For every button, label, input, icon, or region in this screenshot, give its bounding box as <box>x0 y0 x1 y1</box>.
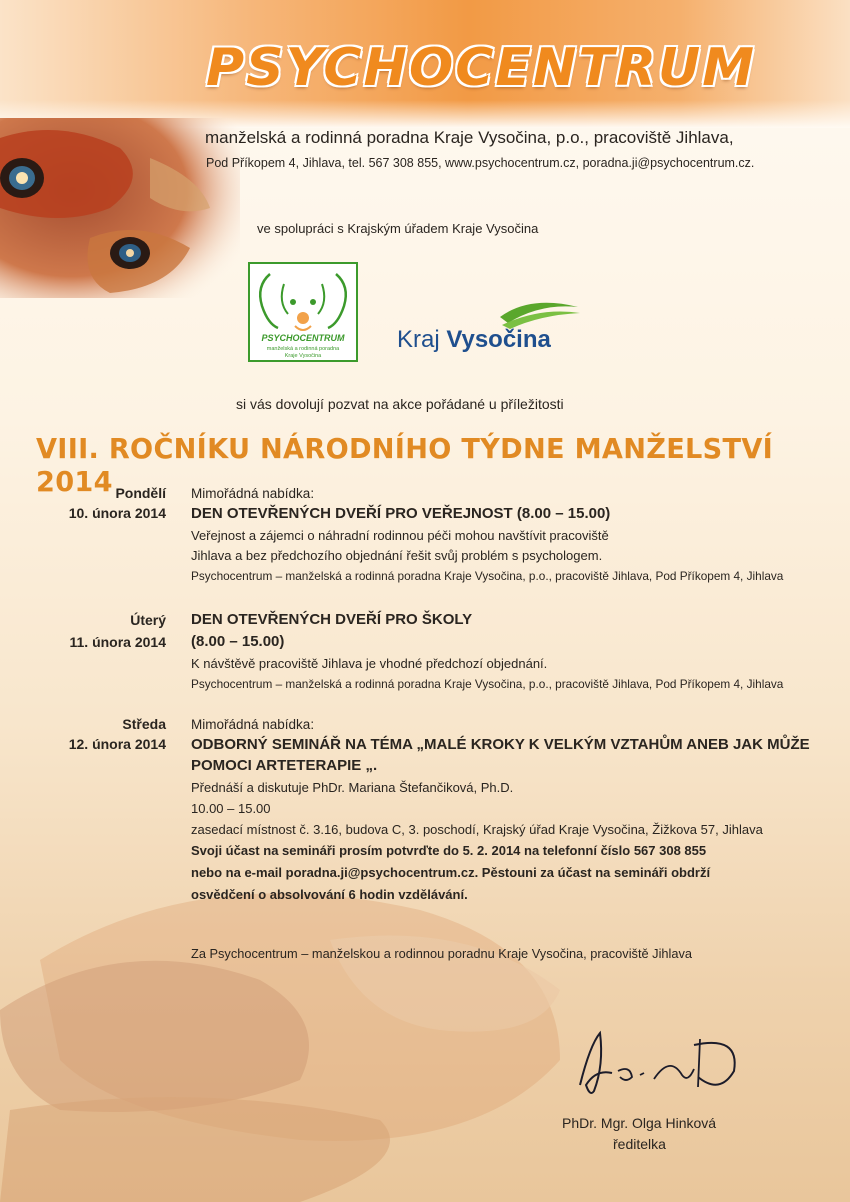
cooperation-text: ve spolupráci s Krajským úřadem Kraje Vysočina <box>257 221 539 236</box>
brand-title: PSYCHOCENTRUM <box>206 38 756 98</box>
day-label-monday <box>69 485 166 521</box>
day-name: Pondělí <box>115 485 166 501</box>
event-wednesday <box>191 717 831 902</box>
event-monday <box>191 486 831 583</box>
psychocentrum-logo-icon <box>248 262 358 362</box>
event-title-1: ODBORNÝ SEMINÁŘ NA TÉMA „MALÉ KROKY K VELKÝM VZTAHŮM ANEB JAK MŮŽE <box>191 736 810 753</box>
signer-role: ředitelka <box>613 1136 666 1152</box>
butterfly-photo-icon <box>0 118 240 298</box>
day-date: 12. února 2014 <box>68 736 166 752</box>
event-time: (8.00 – 15.00) <box>191 633 285 650</box>
day-name: Úterý <box>130 612 166 628</box>
event-place: Psychocentrum – manželská a rodinná poradna Kraje Vysočina, p.o., pracoviště Jihlava, Pod Příkopem 4, Jihlava <box>191 677 784 691</box>
event-title: DEN OTEVŘENÝCH DVEŘÍ PRO ŠKOLY <box>191 611 473 628</box>
day-date: 11. února 2014 <box>69 634 166 650</box>
event-time: 10.00 – 15.00 <box>191 801 271 816</box>
signer-name: PhDr. Mgr. Olga Hinková <box>562 1115 717 1131</box>
psycho-logo-sub2: Kraje Vysočina <box>284 353 322 359</box>
offer-label: Mimořádná nabídka: <box>191 486 315 501</box>
event-confirm-1: Svoji účast na semináři prosím potvrďte do 5. 2. 2014 na telefonní číslo 567 308 855 <box>191 843 707 858</box>
kraj-logo-word-b: Vysočina <box>446 326 551 353</box>
address-line-1: manželská a rodinná poradna Kraje Vysočina, p.o., pracoviště Jihlava, <box>205 128 734 147</box>
event-desc-1: Veřejnost a zájemci o náhradní rodinnou péči mohou navštívit pracoviště <box>191 528 609 543</box>
event-desc-1: K návštěvě pracoviště Jihlava je vhodné předchozí objednání. <box>191 656 548 671</box>
kraj-logo-text <box>397 326 551 354</box>
psycho-logo-sub1: manželská a rodinná poradna <box>266 346 340 352</box>
offer-label: Mimořádná nabídka: <box>191 717 315 732</box>
event-confirm-2: nebo na e-mail poradna.ji@psychocentrum.cz. Pěstouni za účast na semináři obdrží <box>191 865 711 880</box>
address-line-2: Pod Příkopem 4, Jihlava, tel. 567 308 855, www.psychocentrum.cz, poradna.ji@psychocentrum.cz. <box>206 156 755 170</box>
day-name: Středa <box>122 716 166 732</box>
page-title: VIII. ROČNÍKU NÁRODNÍHO TÝDNE MANŽELSTVÍ 2014 <box>36 432 774 498</box>
event-confirm-3: osvědčení o absolvování 6 hodin vzdělávání. <box>191 887 468 902</box>
event-tuesday <box>191 611 831 691</box>
day-label-tuesday <box>69 612 166 650</box>
day-date: 10. února 2014 <box>68 505 166 521</box>
kraj-logo-word-a: Kraj <box>397 326 440 353</box>
closing-text: Za Psychocentrum – manželskou a rodinnou poradnu Kraje Vysočina, pracoviště Jihlava <box>191 946 693 961</box>
day-label-wednesday <box>69 716 166 752</box>
psycho-logo-name: PSYCHOCENTRUM <box>261 333 345 343</box>
event-place: Psychocentrum – manželská a rodinná poradna Kraje Vysočina, p.o., pracoviště Jihlava, Pod Příkopem 4, Jihlava <box>191 569 784 583</box>
event-speaker: Přednáší a diskutuje PhDr. Mariana Štefančiková, Ph.D. <box>191 780 514 795</box>
signature-icon <box>570 1025 750 1105</box>
event-desc-2: Jihlava a bez předchozího objednání řešit svůj problém s psychologem. <box>191 548 603 563</box>
event-title-2: POMOCI ARTETERAPIE „. <box>191 757 378 774</box>
invitation-text: si vás dovolují pozvat na akce pořádané u příležitosti <box>236 396 564 412</box>
event-place: zasedací místnost č. 3.16, budova C, 3. poschodí, Krajský úřad Kraje Vysočina, Žižkova 57, Jihlava <box>191 822 763 837</box>
event-title: DEN OTEVŘENÝCH DVEŘÍ PRO VEŘEJNOST (8.00 – 15.00) <box>191 505 611 522</box>
